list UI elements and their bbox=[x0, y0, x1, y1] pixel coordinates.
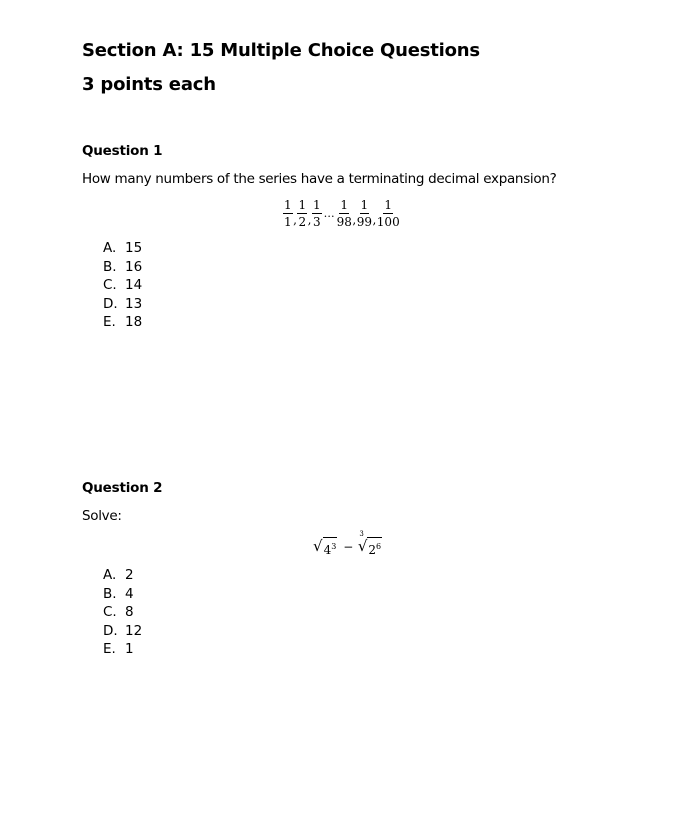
choice-option: B. 16 bbox=[103, 258, 143, 275]
square-root: √ $4^3$ bbox=[313, 536, 337, 557]
question-2-title: Question 2 bbox=[82, 480, 163, 496]
question-1-choices bbox=[103, 239, 142, 332]
choice-option: A. 2 bbox=[103, 567, 134, 583]
question-2-choices bbox=[103, 566, 142, 659]
series-expression bbox=[283, 198, 400, 234]
choice-option: D. 12 bbox=[103, 622, 143, 639]
series-term: $\frac{1}{100}$ bbox=[376, 198, 400, 229]
root-index: 3 bbox=[359, 529, 364, 538]
series-term: $\frac{1}{98}$ bbox=[336, 198, 352, 229]
series-term: $\frac{1}{3}$ bbox=[312, 198, 321, 229]
comma: , bbox=[293, 213, 297, 227]
choice-option: E. 1 bbox=[103, 641, 134, 657]
minus-sign: − bbox=[343, 540, 354, 554]
comma: , bbox=[352, 213, 357, 227]
cube-root: 3 √ $2^6$ bbox=[357, 529, 382, 557]
comma: , bbox=[372, 213, 377, 227]
ellipsis: … bbox=[323, 207, 335, 220]
choice-option: C. 8 bbox=[103, 604, 134, 620]
question-1-title: Question 1 bbox=[82, 143, 163, 159]
section-title: Section A: 15 Multiple Choice Questions bbox=[82, 40, 480, 61]
comma: , bbox=[307, 213, 312, 227]
radical-expression bbox=[313, 529, 382, 558]
series-term: $\frac{1}{2}$ bbox=[298, 198, 307, 229]
choice-option: A. 15 bbox=[103, 240, 143, 256]
choice-option: C. 14 bbox=[103, 277, 143, 293]
section-points: 3 points each bbox=[82, 74, 216, 95]
series-term: $\frac{1}{99}$ bbox=[356, 198, 372, 229]
choice-option: E. 18 bbox=[103, 314, 143, 330]
question-1-text: How many numbers of the series have a terminating decimal expansion? bbox=[82, 171, 557, 187]
choice-option: D. 13 bbox=[103, 295, 143, 312]
choice-option: B. 4 bbox=[103, 585, 134, 602]
sqrt-icon: √ bbox=[313, 536, 323, 555]
sqrt-icon: √ bbox=[357, 536, 368, 555]
series-term: $\frac{1}{1}$ bbox=[284, 198, 292, 229]
question-2-text: Solve: bbox=[82, 508, 122, 524]
